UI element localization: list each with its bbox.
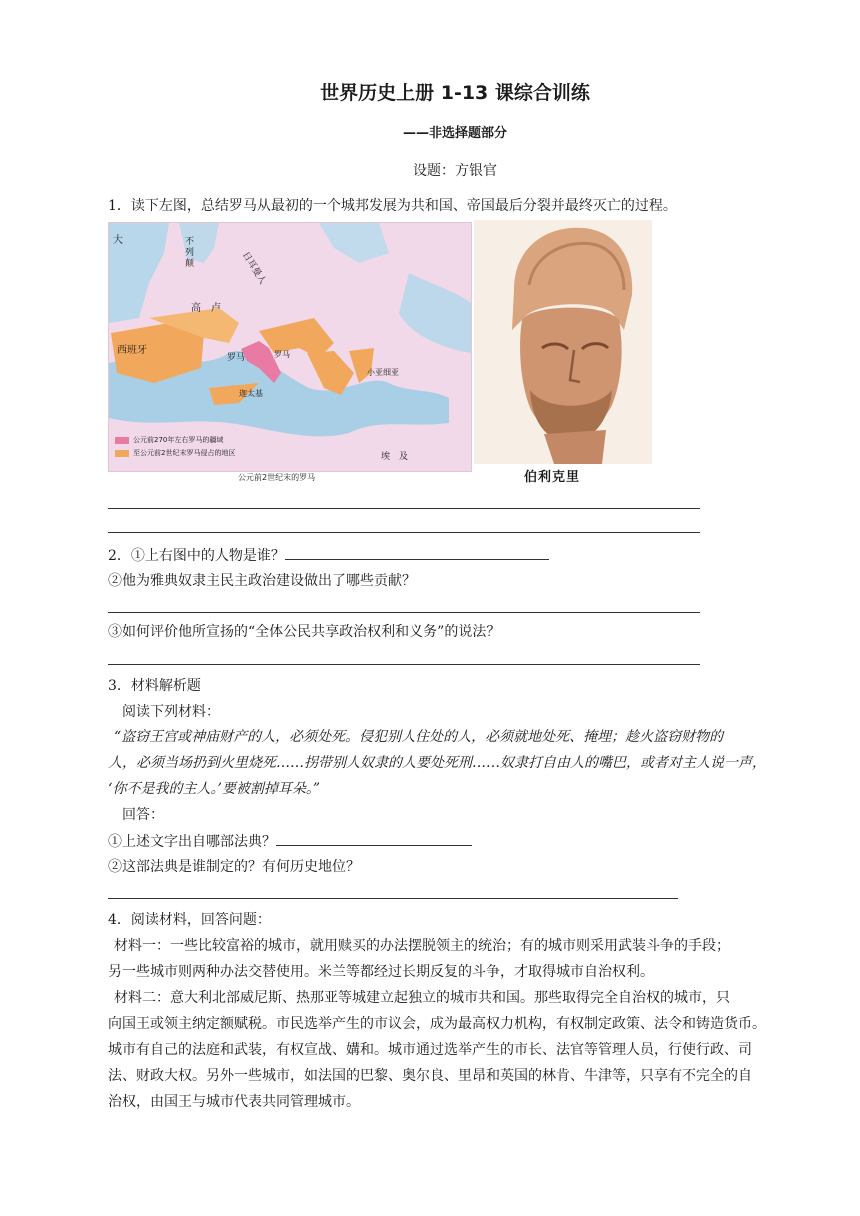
question-1-text: 1．读下左图，总结罗马从最初的一个城邦发展为共和国、帝国最后分裂并最终灭亡的过程。 [108,198,677,214]
map-legend-item-2: 至公元前2世纪末罗马侵占的地区 [133,449,236,457]
map-label-da: 大 [113,235,123,246]
question-3-sub-2: ②这部法典是谁制定的？有何历史地位？ [108,859,360,875]
question-2-part-1-text: 2．①上右图中的人物是谁？ [108,548,285,564]
map-label-germans: 日耳曼人 [239,250,268,287]
material-2-line-1: 材料二：意大利北部威尼斯、热那亚等城建立起独立的城市共和国。那些取得完全自治权的城市，只 [114,990,730,1006]
map-label-spain: 西班牙 [117,345,147,356]
map-label-gaul: 高 卢 [191,303,221,314]
bust-drawing [474,220,652,464]
material-1-line-2: 另一些城市则两种办法交替使用。米兰等都经过长期反复的斗争，才取得城市自治权利。 [108,964,654,980]
map-label-carthage: 迦太基 [239,389,263,398]
question-3-intro: 阅读下列材料： [122,704,220,720]
rome-map [108,222,472,472]
page-subtitle: ——非选择题部分 [402,126,507,141]
question-2-part-2: ②他为雅典奴隶主民主政治建设做出了哪些贡献？ [108,573,416,589]
answer-label: 回答： [122,807,164,823]
map-legend-item-1: 公元前270年左右罗马的疆域 [133,436,224,444]
material-2-line-2: 向国王或领主纳定额赋税。市民选举产生的市议会，成为最高权力机构，有权制定政策、法令和铸造货币。 [108,1016,766,1032]
map-label-egypt: 埃 及 [381,452,409,462]
author-line: 设题：方银官 [413,163,497,179]
pericles-bust-image [474,220,652,464]
question-3-sub-1 [108,831,472,852]
material-2-line-5: 治权，由国王与城市代表共同管理城市。 [108,1094,360,1110]
material-1-line-1: 材料一：一些比较富裕的城市，就用赎买的办法摆脱领主的统治；有的城市则采用武装斗争的手段； [114,938,730,954]
answer-blank[interactable] [285,545,549,560]
page-title: 世界历史上册 1-13 课综合训练 [320,82,590,104]
answer-line [108,898,678,899]
question-4-heading: 4．阅读材料，回答问题： [108,912,271,928]
quote-line-1: “盗窃王宫或神庙财产的人，必须处死。侵犯别人住处的人，必须就地处死、掩埋；趁火盗窃财物的 [114,729,724,745]
map-caption: 公元前2世纪末的罗马 [238,473,316,482]
map-label-rome: 罗马 [227,353,246,363]
answer-line [108,508,700,509]
answer-line [108,664,700,665]
quote-line-2: 人，必须当场扔到火里烧死……拐带别人奴隶的人要处死刑……奴隶打自由人的嘴巴，或者对主人说一声， [108,755,766,771]
material-2-line-3: 城市有自己的法庭和武装，有权宣战、媾和。城市通过选举产生的市长、法官等管理人员，行使行政、司 [108,1042,752,1058]
map-label-britain: 不列颠 [185,237,195,269]
quote-line-3: ‘你不是我的主人。’要被割掉耳朵。” [108,781,321,797]
question-2-part-3: ③如何评价他所宣扬的“全体公民共享政治权利和义务”的说法？ [108,624,501,640]
question-3-heading: 3．材料解析题 [108,678,201,694]
question-2-part-1 [108,545,549,566]
bust-caption: 伯利克里 [524,470,581,485]
answer-blank[interactable] [276,831,472,846]
material-2-line-4: 法、财政大权。另外一些城市，如法国的巴黎、奥尔良、里昂和英国的林肯、牛津等，只享有不完全的自 [108,1068,752,1084]
question-3-sub-1-text: ①上述文字出自哪部法典？ [108,834,276,850]
map-drawing [109,223,471,471]
answer-line [108,612,700,613]
answer-line [108,532,700,533]
map-label-rome-city: 罗马 [274,350,290,359]
map-label-asia-minor: 小亚细亚 [367,368,399,377]
